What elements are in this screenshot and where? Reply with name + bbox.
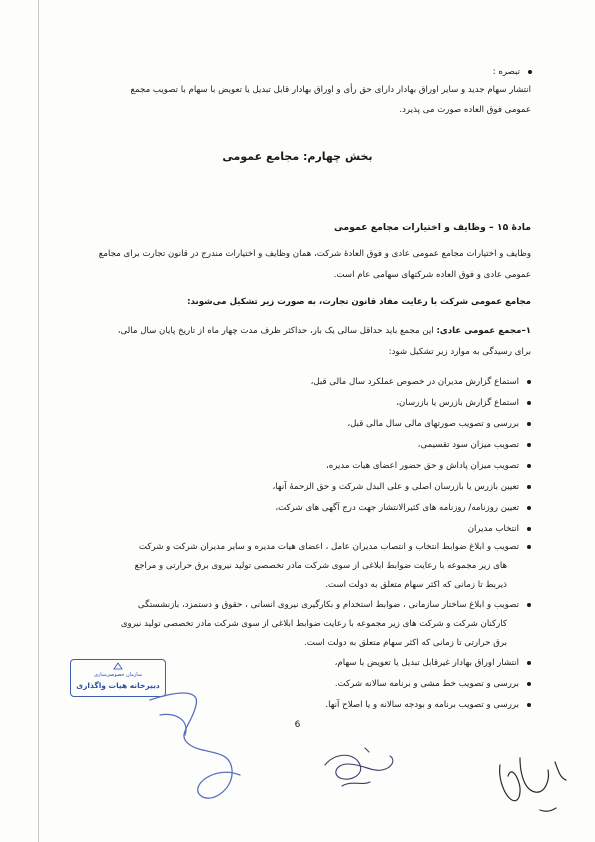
list-item-text: بررسی و تصویب برنامه و بودجه سالانه و یا اصلاح آنها.: [325, 700, 519, 710]
ordinary-assembly-line-1: [118, 325, 531, 337]
note-bullet: [493, 66, 532, 78]
list-item-text: انتخاب مدیران: [467, 524, 519, 534]
list-item: [326, 460, 531, 472]
list-item: [347, 418, 531, 430]
bullet-dot-icon: [527, 545, 531, 549]
section-title: بخش چهارم: مجامع عمومی: [222, 150, 373, 163]
list-item-text: تصویب و ابلاغ ساختار سازمانی ، ضوابط استخدام و بکارگیری نیروی انسانی ، حقوق و دستمزد، بازنشستگی: [137, 600, 519, 610]
list-item-continuation: برق حرارتی تا زمانی که اکثر سهام متعلق به دولت است.: [304, 638, 507, 648]
bullet-dot-icon: [527, 443, 531, 447]
bullet-dot-icon: [527, 485, 531, 489]
ordinary-assembly-text: این مجمع باید حداقل سالی یک بار، حداکثر ظرف مدت چهار ماه از تاریخ پایان سال مالی،: [117, 326, 434, 336]
rule-line: مجامع عمومی شرکت با رعایت مفاد قانون تجارت، به صورت زیر تشکیل می‌شوند:: [187, 297, 531, 307]
bullet-dot-icon: [527, 703, 531, 707]
list-item: [396, 397, 531, 409]
list-item: [275, 502, 531, 514]
bullet-dot-icon: [527, 422, 531, 426]
ordinary-assembly-label: ۱–مجمع عمومی عادی:: [436, 326, 531, 336]
list-item: [139, 541, 531, 553]
page-number: 6: [294, 720, 301, 730]
article-paragraph-line-2: عمومی عادی و فوق العاده شرکتهای سهامی عام است.: [333, 270, 531, 280]
list-item-text: بررسی و تصویب صورتهای مالی سال مالی قبل،: [347, 419, 519, 429]
ordinary-assembly-line-2: برای رسیدگی به موارد زیر تشکیل شود:: [388, 347, 531, 357]
stamp-department: دبیرخانه هیات واگذاری: [76, 681, 160, 690]
list-item: [468, 523, 531, 535]
list-item-text: تعیین روزنامه/ روزنامه های کثیرالانتشار جهت درج آگهی های شرکت،: [275, 503, 519, 513]
list-item-text: انتشار اوراق بهادار غیرقابل تبدیل یا تعویض با سهام،: [334, 658, 519, 668]
list-item-text: تعیین بازرس یا بازرسان اصلی و علی البدل شرکت و حق الزحمهٔ آنها،: [272, 482, 519, 492]
list-item-continuation: ذیربط تا زمانی که اکثر سهام متعلق به دولت است.: [325, 580, 507, 590]
article-paragraph-line-1: وظایف و اختیارات مجامع عمومی عادی و فوق العادهٔ شرکت، همان وظایف و اختیارات مندرج در قانون تجارت برای مجامع: [98, 249, 531, 259]
list-item: [138, 599, 531, 611]
bullet-dot-icon: [527, 661, 531, 665]
stamp-org-name: سازمان خصوصی‌سازی: [93, 672, 143, 678]
note-text-line-2: عمومی فوق العاده صورت می پذیرد.: [399, 105, 531, 115]
list-item-text: بررسی و تصویب خط مشی و برنامه سالانه شرکت.: [334, 679, 519, 689]
list-item: [311, 376, 531, 388]
article-title: مادهٔ ۱۵ – وظایف و اختیارات مجامع عمومی: [333, 222, 531, 233]
bullet-dot-icon: [527, 464, 531, 468]
page-margin-line: [38, 0, 39, 842]
list-item: [335, 657, 531, 669]
note-text-line-1: انتشار سهام جدید و سایر اوراق بهادار دارای حق رأی و اوراق بهادار قابل تبدیل یا تعویض با سهام با تصویب مجمع: [130, 85, 531, 95]
note-label: تبصره :: [492, 67, 520, 77]
bullet-dot-icon: [527, 401, 531, 405]
bullet-dot-icon: [527, 682, 531, 686]
signature-middle: [325, 748, 393, 786]
list-item-text: تصویب میزان پاداش و حق حضور اعضای هیات مدیره،: [326, 461, 519, 471]
signature-right: [500, 758, 566, 811]
emblem-icon: [113, 662, 123, 670]
list-item-continuation: کارکنان شرکت و شرکت های زیر مجموعه با رعایت ضوابط ابلاغی از سوی شرکت مادر تخصصی تولید نیروی: [120, 619, 507, 629]
signature-left: [150, 693, 240, 798]
bullet-dot-icon: [527, 506, 531, 510]
list-item-text: استماع گزارش مدیران در خصوص عملکرد سال مالی قبل،: [310, 377, 519, 387]
list-item: [418, 439, 531, 451]
list-item: [325, 699, 531, 711]
list-item-text: تصویب و ابلاغ ضوابط انتخاب و انتصاب مدیران عامل ، اعضای هیات مدیره و سایر مدیران شرکت و شرکت: [138, 542, 519, 552]
list-item-text: تصویب میزان سود تقسیمی،: [417, 440, 519, 450]
list-item: [335, 678, 531, 690]
bullet-dot-icon: [527, 380, 531, 384]
list-item: [273, 481, 532, 493]
list-item-continuation: های زیر مجموعه با رعایت ضوابط ابلاغی از سوی شرکت مادر تخصصی تولید نیروی برق حرارتی و مراجع: [134, 561, 507, 571]
list-item-text: استماع گزارش بازرس یا بازرسان،: [396, 398, 519, 408]
bullet-dot-icon: [528, 70, 532, 74]
bullet-dot-icon: [527, 603, 531, 607]
bullet-dot-icon: [527, 527, 531, 531]
official-stamp: [70, 659, 166, 697]
